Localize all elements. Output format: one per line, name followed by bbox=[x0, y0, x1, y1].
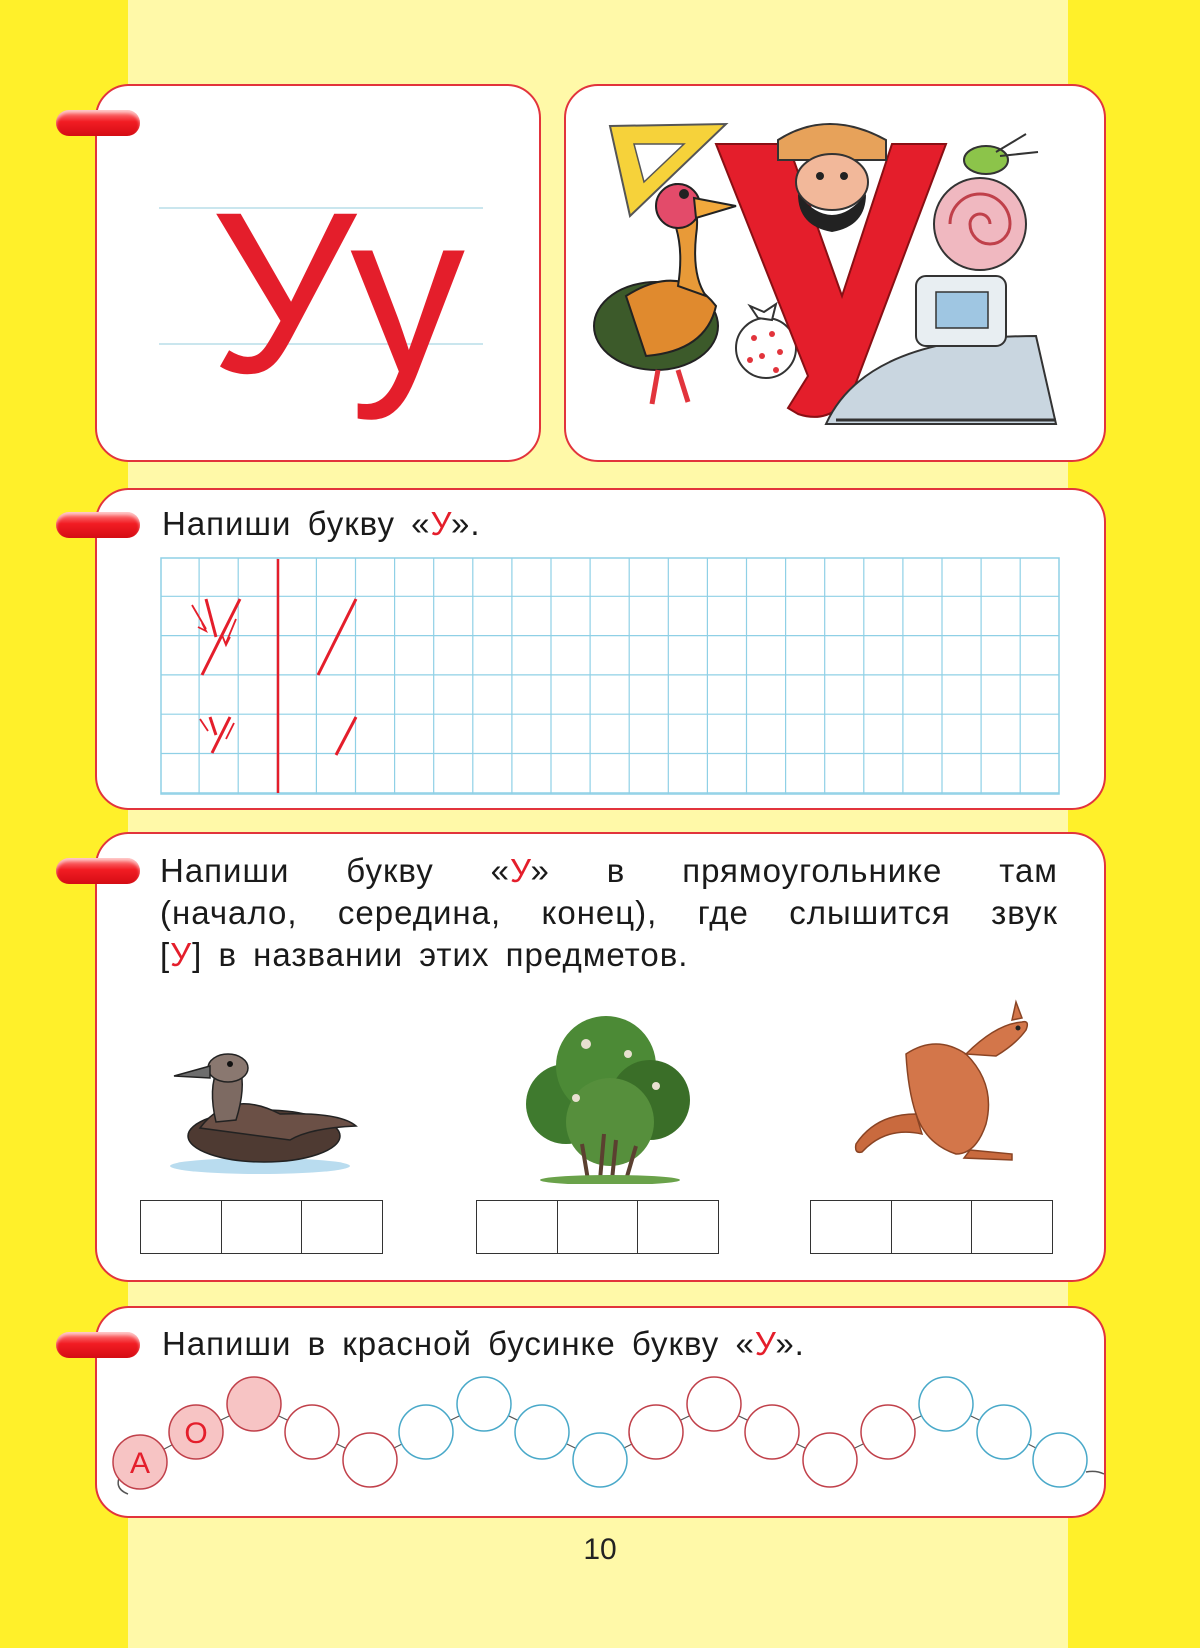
task2-instruction bbox=[160, 850, 1058, 976]
page-number: 10 bbox=[583, 1533, 617, 1566]
bead-4 bbox=[285, 1405, 339, 1459]
bead-letter-a: А bbox=[129, 1447, 151, 1480]
answer-cell-start[interactable] bbox=[476, 1200, 558, 1254]
bead-16 bbox=[977, 1405, 1031, 1459]
trace-stroke-upper bbox=[318, 599, 356, 675]
duck-icon bbox=[594, 184, 736, 404]
kangaroo-picture bbox=[846, 994, 1046, 1164]
bead-6 bbox=[399, 1405, 453, 1459]
bead-10 bbox=[629, 1405, 683, 1459]
task2-line2: (начало, середина, конец), где слышится звук bbox=[160, 894, 1058, 931]
bead-14 bbox=[861, 1405, 915, 1459]
lowercase-u-sample bbox=[200, 717, 234, 753]
bead-7 bbox=[457, 1377, 511, 1431]
answer-cell-start[interactable] bbox=[140, 1200, 222, 1254]
answer-cell-middle[interactable] bbox=[891, 1200, 973, 1254]
bullet-pill-4 bbox=[56, 1332, 140, 1358]
bead-8 bbox=[515, 1405, 569, 1459]
bead-5 bbox=[343, 1433, 397, 1487]
task2-line1: Напиши букву «У» в прямоугольнике там bbox=[160, 852, 1058, 889]
task2-line3: [У] в названии этих предметов. bbox=[160, 936, 689, 973]
big-letter-u: Уу bbox=[210, 164, 460, 421]
bead-chain bbox=[0, 1362, 1200, 1522]
answer-boxes-kangaroo bbox=[810, 1200, 1052, 1254]
snail-icon bbox=[934, 134, 1038, 270]
bullet-pill-2 bbox=[56, 512, 140, 538]
writing-grid[interactable] bbox=[160, 557, 1060, 797]
bead-17 bbox=[1033, 1433, 1087, 1487]
bead-9 bbox=[573, 1433, 627, 1487]
answer-cell-end[interactable] bbox=[971, 1200, 1053, 1254]
answer-boxes-duck bbox=[140, 1200, 382, 1254]
bead-15 bbox=[919, 1377, 973, 1431]
trace-stroke-lower bbox=[336, 717, 356, 755]
letter-u-illustration bbox=[566, 86, 1108, 464]
task1-instruction: Напиши букву «У». bbox=[162, 505, 481, 542]
bullet-pill-1 bbox=[56, 110, 140, 136]
duck-picture bbox=[160, 1028, 360, 1178]
answer-boxes-bush bbox=[476, 1200, 718, 1254]
answer-cell-middle[interactable] bbox=[557, 1200, 639, 1254]
bush-picture bbox=[516, 1004, 696, 1184]
answer-cell-end[interactable] bbox=[301, 1200, 383, 1254]
bullet-pill-3 bbox=[56, 858, 140, 884]
answer-cell-end[interactable] bbox=[637, 1200, 719, 1254]
answer-cell-middle[interactable] bbox=[221, 1200, 303, 1254]
red-target-bead[interactable] bbox=[227, 1377, 281, 1431]
illustration-card bbox=[564, 84, 1106, 462]
bead-11 bbox=[687, 1377, 741, 1431]
answer-cell-start[interactable] bbox=[810, 1200, 892, 1254]
bead-13 bbox=[803, 1433, 857, 1487]
bead-12 bbox=[745, 1405, 799, 1459]
bead-letter-o: О bbox=[184, 1417, 208, 1450]
task3-instruction: Напиши в красной бусинке букву «У». bbox=[162, 1325, 805, 1362]
